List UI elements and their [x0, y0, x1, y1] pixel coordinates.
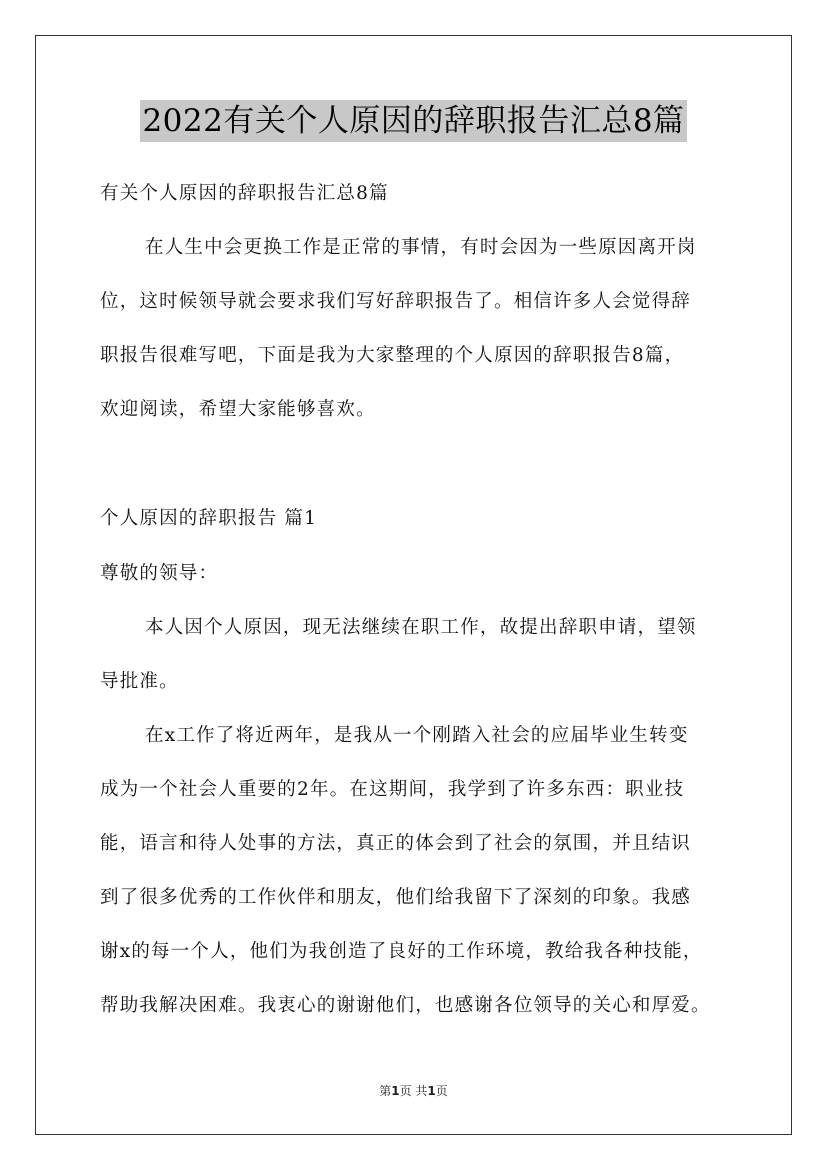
- paragraph-line: 成为一个社会人重要的2年。在这期间，我学到了许多东西：职业技: [100, 779, 685, 800]
- paragraph-line: 能，语言和待人处事的方法，真正的体会到了社会的氛围，并且结识: [100, 833, 692, 854]
- intro-line: 职报告很难写吧，下面是我为大家整理的个人原因的辞职报告8篇，: [100, 345, 685, 366]
- intro-line: 在人生中会更换工作是正常的事情，有时会因为一些原因离开岗: [145, 237, 697, 258]
- paragraph-line: 谢x的每一个人，他们为我创造了良好的工作环境，教给我各种技能，: [100, 941, 703, 962]
- salutation: 尊敬的领导：: [100, 563, 219, 584]
- document-subtitle: 有关个人原因的辞职报告汇总8篇: [100, 183, 389, 204]
- paragraph-line: 到了很多优秀的工作伙伴和朋友，他们给我留下了深刻的印象。我感: [100, 887, 692, 908]
- page-prefix: 第: [379, 1084, 392, 1098]
- paragraph-line: 导批准。: [100, 671, 179, 692]
- paragraph-line: 在x工作了将近两年，是我从一个刚踏入社会的应届毕业生转变: [145, 725, 689, 746]
- intro-line: 位，这时候领导就会要求我们写好辞职报告了。相信许多人会觉得辞: [100, 291, 692, 312]
- title-container: [0, 100, 827, 142]
- page-footer: [0, 1083, 827, 1099]
- paragraph-line: 帮助我解决困难。我衷心的谢谢他们，也感谢各位领导的关心和厚爱。: [100, 995, 711, 1016]
- intro-line: 欢迎阅读，希望大家能够喜欢。: [100, 399, 376, 420]
- page-mid: 页 共: [399, 1084, 428, 1098]
- page-current: 1: [391, 1084, 400, 1098]
- page-suffix: 页: [435, 1084, 448, 1098]
- page-total: 1: [427, 1084, 436, 1098]
- paragraph-line: 本人因个人原因，现无法继续在职工作，故提出辞职申请，望领: [145, 617, 697, 638]
- section-heading: 个人原因的辞职报告 篇1: [100, 508, 318, 529]
- document-title: 2022有关个人原因的辞职报告汇总8篇: [140, 100, 686, 142]
